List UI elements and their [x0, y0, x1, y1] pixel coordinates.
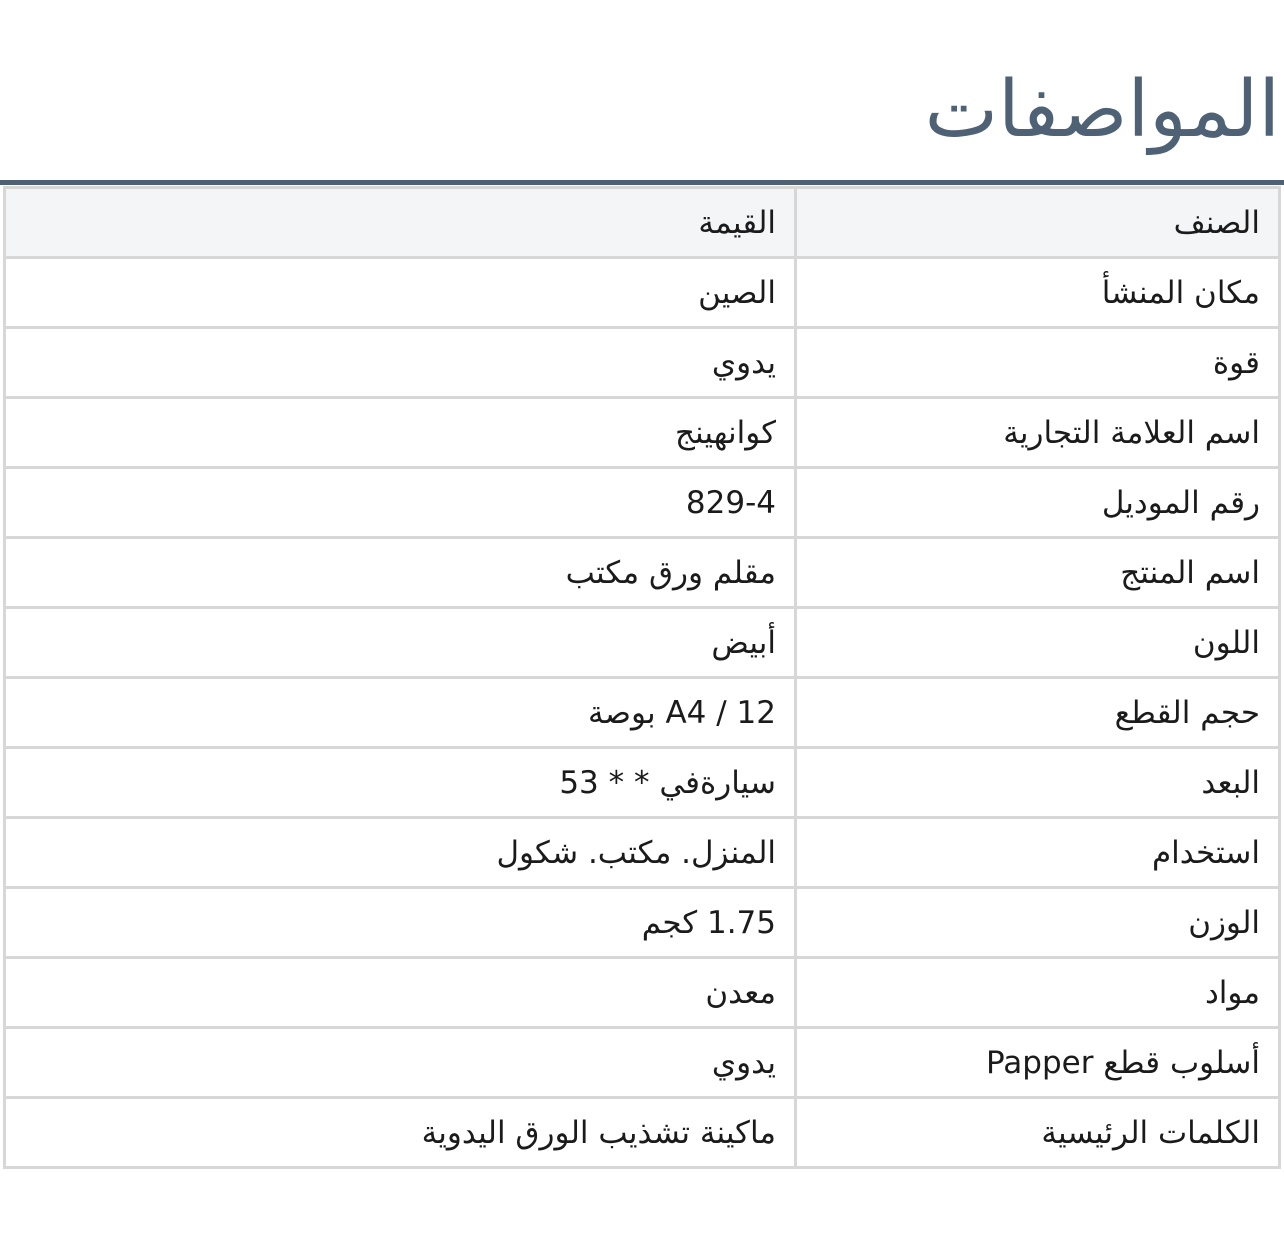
specifications-table-body [5, 188, 1280, 1168]
table-row [5, 608, 1280, 678]
table-row [5, 328, 1280, 398]
attribute-cell: استخدام [796, 818, 1280, 888]
value-cell: 829-4 [5, 468, 796, 538]
attribute-cell: اسم المنتج [796, 538, 1280, 608]
attribute-cell: اللون [796, 608, 1280, 678]
attribute-cell: مواد [796, 958, 1280, 1028]
value-cell: سيارةفي * * 53 [5, 748, 796, 818]
table-row [5, 258, 1280, 328]
specifications-table [3, 186, 1281, 1169]
value-cell: 1.75 كجم [5, 888, 796, 958]
table-row [5, 958, 1280, 1028]
value-cell: الصين [5, 258, 796, 328]
header-attribute: الصنف [796, 188, 1280, 258]
table-row [5, 1098, 1280, 1168]
attribute-cell: أسلوب قطع Papper [796, 1028, 1280, 1098]
table-row [5, 468, 1280, 538]
table-row [5, 678, 1280, 748]
value-cell: معدن [5, 958, 796, 1028]
value-cell: يدوي [5, 328, 796, 398]
value-cell: يدوي [5, 1028, 796, 1098]
table-row [5, 1028, 1280, 1098]
value-cell: أبيض [5, 608, 796, 678]
attribute-cell: قوة [796, 328, 1280, 398]
value-cell: مقلم ورق مكتب [5, 538, 796, 608]
value-cell: ماكينة تشذيب الورق اليدوية [5, 1098, 796, 1168]
page-title: المواصفات [924, 65, 1280, 155]
value-cell: المنزل. مكتب. شكول [5, 818, 796, 888]
table-header-row [5, 188, 1280, 258]
title-divider [0, 180, 1284, 185]
attribute-cell: الكلمات الرئيسية [796, 1098, 1280, 1168]
table-row [5, 888, 1280, 958]
attribute-cell: الوزن [796, 888, 1280, 958]
attribute-cell: اسم العلامة التجارية [796, 398, 1280, 468]
header-value: القيمة [5, 188, 796, 258]
attribute-cell: البعد [796, 748, 1280, 818]
value-cell: A4 / 12 بوصة [5, 678, 796, 748]
attribute-cell: رقم الموديل [796, 468, 1280, 538]
attribute-cell: مكان المنشأ [796, 258, 1280, 328]
table-row [5, 748, 1280, 818]
value-cell: كوانهينج [5, 398, 796, 468]
table-row [5, 818, 1280, 888]
table-row [5, 538, 1280, 608]
table-row [5, 398, 1280, 468]
attribute-cell: حجم القطع [796, 678, 1280, 748]
